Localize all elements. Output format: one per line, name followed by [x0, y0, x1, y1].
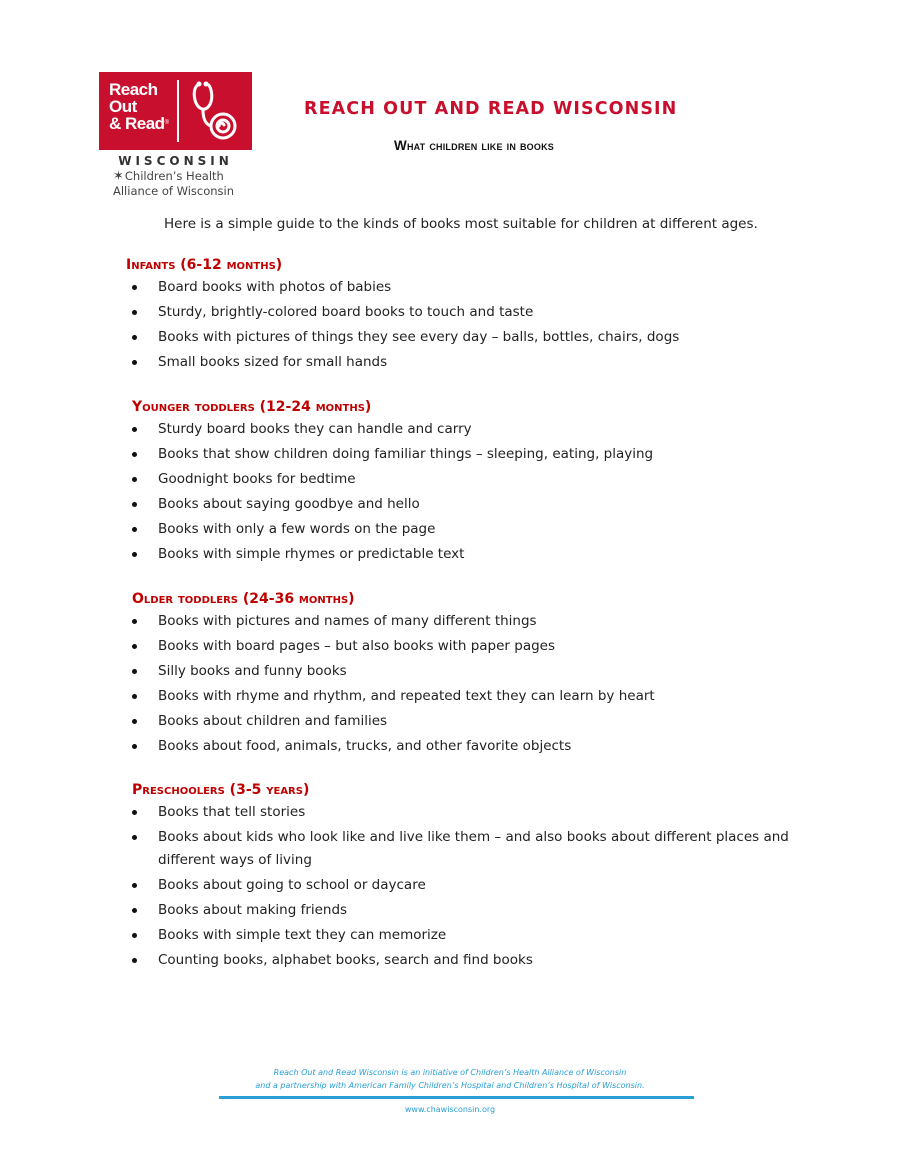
logo-wordmark [109, 81, 169, 132]
list-item: Silly books and funny books [126, 660, 798, 683]
section-preschoolers [132, 782, 798, 974]
list-item: Small books sized for small hands [126, 351, 798, 374]
list-item: Books about children and families [126, 710, 798, 733]
list-item: Books about going to school or daycare [126, 874, 798, 897]
section-older-toddlers [132, 591, 798, 761]
list-item: Books with only a few words on the page [126, 518, 798, 541]
logo-red-block [99, 72, 252, 150]
organization-title: REACH OUT AND READ WISCONSIN [304, 99, 678, 119]
logo-line-reach: Reach [109, 80, 158, 99]
logo-state-name: WISCONSIN [118, 154, 233, 168]
book-list [126, 801, 798, 971]
section-infants [126, 257, 798, 376]
list-item: Goodnight books for bedtime [126, 468, 798, 491]
book-list [126, 418, 798, 566]
logo-line-read: & Read® [109, 114, 169, 133]
book-list [126, 610, 798, 758]
footer-line-1: Reach Out and Read Wisconsin is an initiative of Children’s Health Alliance of Wisconsin [273, 1068, 627, 1077]
footer-divider [219, 1096, 694, 1099]
list-item: Counting books, alphabet books, search and find books [126, 949, 798, 972]
organization-logo [99, 72, 259, 198]
list-item: Books with pictures of things they see every day – balls, bottles, chairs, dogs [126, 326, 798, 349]
logo-alliance: ✶Children’s Health Alliance of Wisconsin [113, 169, 235, 198]
list-item: Books about kids who look like and live like them – and also books about different places and different ways of living [126, 826, 798, 871]
intro-paragraph: Here is a simple guide to the kinds of books most suitable for children at different ages. [164, 216, 758, 232]
list-item: Books that tell stories [126, 801, 798, 824]
logo-line-out: Out [109, 97, 137, 116]
document-title: What children like in books [394, 138, 554, 153]
list-item: Sturdy, brightly-colored board books to touch and taste [126, 301, 798, 324]
list-item: Books that show children doing familiar things – sleeping, eating, playing [126, 443, 798, 466]
list-item: Books about food, animals, trucks, and other favorite objects [126, 735, 798, 758]
section-younger-toddlers [132, 399, 798, 569]
footer-website-link[interactable]: www.chawisconsin.org [404, 1105, 496, 1114]
section-heading: Infants (6-12 months) [126, 257, 283, 273]
list-item: Board books with photos of babies [126, 276, 798, 299]
list-item: Books with simple rhymes or predictable text [126, 543, 798, 566]
section-heading: Older toddlers (24-36 months) [132, 591, 355, 607]
book-list [126, 276, 798, 374]
footer-credits [0, 1066, 900, 1092]
list-item: Books about making friends [126, 899, 798, 922]
section-heading: Preschoolers (3-5 years) [132, 782, 310, 798]
logo-divider [177, 80, 179, 142]
footer-line-2: and a partnership with American Family Children’s Hospital and Children’s Hospital of Wisconsin. [255, 1081, 645, 1090]
list-item: Sturdy board books they can handle and carry [126, 418, 798, 441]
list-item: Books with simple text they can memorize [126, 924, 798, 947]
list-item: Books with pictures and names of many different things [126, 610, 798, 633]
list-item: Books with board pages – but also books with paper pages [126, 635, 798, 658]
section-heading: Younger toddlers (12-24 months) [132, 399, 372, 415]
list-item: Books about saying goodbye and hello [126, 493, 798, 516]
stethoscope-icon [185, 78, 247, 144]
list-item: Books with rhyme and rhythm, and repeated text they can learn by heart [126, 685, 798, 708]
star-icon: ✶ [113, 169, 124, 184]
